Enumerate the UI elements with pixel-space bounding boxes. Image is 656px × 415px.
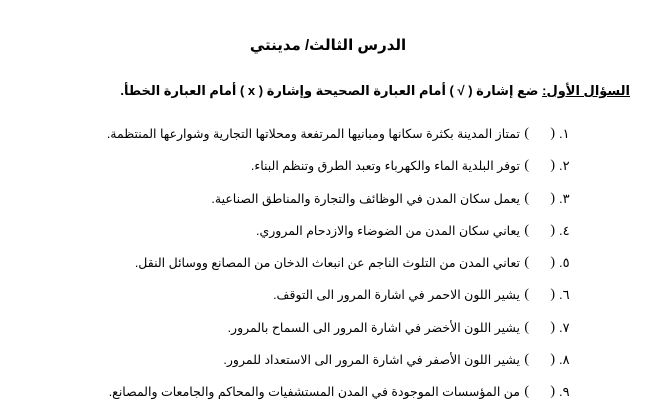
statement-text: يشير اللون الأصفر في اشارة المرور الى الاستعداد للمرور. — [223, 353, 520, 368]
answer-blank-close: ) — [524, 287, 529, 303]
statement-item — [0, 156, 656, 188]
answer-blank-open: ( — [550, 287, 555, 303]
statement-text: يشير اللون الأخضر في اشارة المرور الى السماح بالمرور. — [227, 320, 520, 335]
statement-item — [0, 318, 656, 350]
item-number: ٢. — [559, 158, 570, 174]
answer-blank-open: ( — [550, 319, 555, 335]
item-number: ١. — [559, 126, 570, 141]
answer-blank-open: ( — [550, 222, 555, 238]
statement-item — [0, 124, 656, 156]
answer-blank-close: ) — [524, 352, 529, 368]
answer-blank-close: ) — [524, 255, 529, 271]
lesson-title: الدرس الثالث/ مدينتي — [249, 37, 407, 54]
statement-list — [0, 124, 656, 415]
item-number: ٩. — [559, 384, 570, 400]
statement-item — [0, 253, 656, 285]
answer-blank-open: ( — [550, 384, 555, 400]
statement-text: يعاني سكان المدن من الضوضاء والازدحام المروري. — [255, 223, 520, 238]
item-number: ٦. — [559, 287, 570, 303]
statement-text: تعاني المدن من التلوث الناجم عن انبعاث الدخان من المصانع ووسائل النقل. — [134, 256, 520, 271]
statement-text: تمتاز المدينة بكثرة سكانها ومبانيها المرتفعة ومحلاتها التجارية وشوارعها المنتظمة. — [106, 127, 520, 141]
question-label: السؤال الأول: — [542, 83, 630, 98]
item-number: ٨. — [559, 352, 570, 368]
answer-blank-open: ( — [550, 352, 555, 368]
statement-item — [0, 285, 656, 317]
item-number: ٥. — [559, 255, 570, 271]
statement-text: توفر البلدية الماء والكهرباء وتعبد الطرق وتنظم البناء. — [250, 159, 520, 174]
answer-blank-close: ) — [524, 319, 529, 335]
answer-blank-close: ) — [524, 384, 529, 400]
answer-blank-close: ) — [524, 190, 529, 206]
answer-blank-open: ( — [550, 255, 555, 271]
item-number: ٣. — [559, 190, 570, 206]
statement-item — [0, 221, 656, 253]
statement-text: يعمل سكان المدن في الوظائف والتجارة والمناطق الصناعية. — [211, 191, 520, 206]
answer-blank-open: ( — [550, 158, 555, 174]
statement-item — [0, 382, 656, 414]
item-number: ٧. — [559, 319, 570, 335]
answer-blank-close: ) — [524, 126, 529, 141]
item-number: ٤. — [559, 222, 570, 238]
answer-blank-open: ( — [550, 190, 555, 206]
statement-text: يشير اللون الاحمر في اشارة المرور الى التوقف. — [273, 288, 520, 303]
statement-item — [0, 189, 656, 221]
question-instruction: ضع إشارة ( √ ) أمام العبارة الصحيحة وإشارة ( x ) أمام العبارة الخطأ. — [120, 83, 539, 98]
answer-blank-open: ( — [550, 126, 555, 141]
answer-blank-close: ) — [524, 222, 529, 238]
statement-text: من المؤسسات الموجودة في المدن المستشفيات والمحاكم والجامعات والمصانع. — [108, 385, 520, 400]
statement-item — [0, 350, 656, 382]
answer-blank-close: ) — [524, 158, 529, 174]
question-heading — [10, 82, 630, 100]
